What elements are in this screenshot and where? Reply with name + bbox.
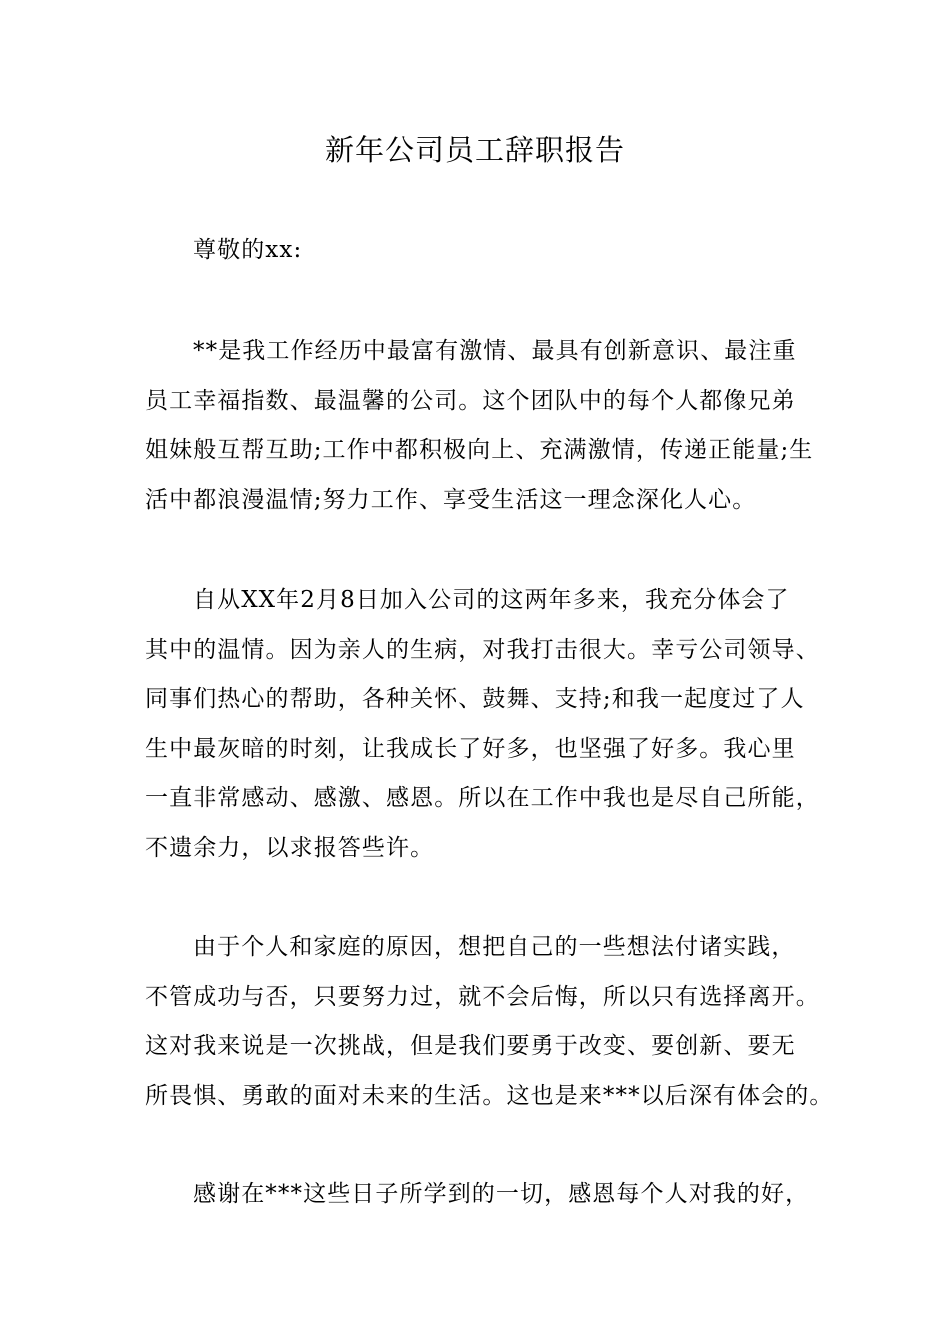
paragraph-line: 员工幸福指数、最温馨的公司。这个团队中的每个人都像兄弟 (145, 387, 796, 414)
paragraph-line: 活中都浪漫温情;努力工作、享受生活这一理念深化人心。 (145, 486, 757, 513)
paragraph-line: 这对我来说是一次挑战，但是我们要勇于改变、要创新、要无 (145, 1033, 796, 1059)
paragraph-line: 所畏惧、勇敢的面对未来的生活。这也是来***以后深有体会的。 (145, 1082, 834, 1109)
greeting (145, 226, 815, 276)
paragraph-line: 生中最灰暗的时刻，让我成长了好多，也坚强了好多。我心里 (145, 735, 796, 762)
paragraph-line: **是我工作经历中最富有激情、最具有创新意识、最注重 (193, 338, 797, 364)
paragraph-line: 由于个人和家庭的原因，想把自己的一些想法付诸实践， (193, 934, 796, 960)
paragraph-line: 其中的温情。因为亲人的生病，对我打击很大。幸亏公司领导、 (145, 636, 820, 663)
paragraph-line: 一直非常感动、感激、感恩。所以在工作中我也是尽自己所能， (145, 785, 820, 811)
paragraph-3 (145, 923, 834, 1121)
paragraph-line: 不管成功与否，只要努力过，就不会后悔，所以只有选择离开。 (145, 983, 820, 1010)
paragraph-line: 姐妹般互帮互助;工作中都积极向上、充满激情，传递正能量;生 (145, 437, 814, 463)
paragraph-line: 感谢在***这些日子所学到的一切，感恩每个人对我的好， (193, 1181, 810, 1207)
paragraph-2 (145, 576, 820, 873)
paragraph-line: 同事们热心的帮助，各种关怀、鼓舞、支持;和我一起度过了人 (145, 686, 805, 712)
document-title: 新年公司员工辞职报告 (324, 133, 625, 167)
paragraph-line: 不遗余力，以求报答些许。 (145, 834, 435, 861)
paragraph-line: 自从XX年2月8日加入公司的这两年多来，我充分体会了 (193, 587, 790, 613)
paragraph-4 (145, 1170, 815, 1220)
paragraph-1 (145, 327, 815, 525)
greeting-line: 尊敬的xx: (193, 237, 303, 263)
